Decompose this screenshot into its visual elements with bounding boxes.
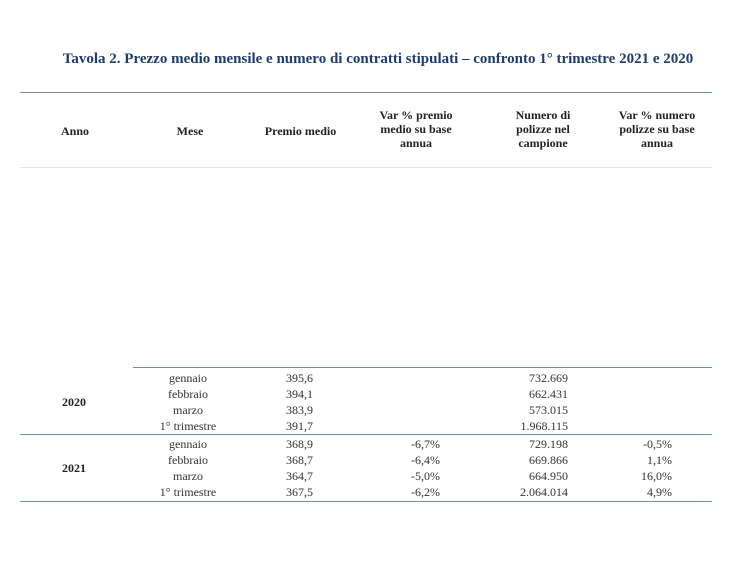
cell-var-numero: 4,9% [647, 485, 672, 499]
cell-var-premio: -6,7% [411, 437, 440, 451]
body-top-rule [133, 367, 712, 368]
header-mese: Mese [176, 124, 204, 138]
header-bottom-rule [20, 167, 712, 168]
cell-var-premio: -6,4% [411, 453, 440, 467]
cell-numero: 2.064.014 [520, 485, 568, 499]
cell-var-numero: 1,1% [647, 453, 672, 467]
cell-mese: febbraio [168, 387, 208, 401]
cell-premio: 383,9 [286, 403, 313, 417]
cell-mese: febbraio [168, 453, 208, 467]
cell-mese: 1° trimestre [159, 419, 217, 433]
cell-mese: gennaio [169, 371, 207, 385]
year-label: 2021 [62, 461, 86, 475]
group-separator-rule [20, 434, 712, 435]
cell-var-numero: -0,5% [643, 437, 672, 451]
cell-premio: 364,7 [286, 469, 313, 483]
year-label: 2020 [62, 395, 86, 409]
cell-mese: marzo [173, 469, 203, 483]
header-numero: Numero di polizze nel campione [515, 108, 571, 150]
cell-premio: 368,7 [286, 453, 313, 467]
cell-premio: 394,1 [286, 387, 313, 401]
table-title: Tavola 2. Prezzo medio mensile e numero di contratti stipulati – confronto 1° trimestre 2021 e 2020 [62, 51, 694, 67]
header-anno: Anno [60, 124, 89, 138]
cell-numero: 729.198 [529, 437, 568, 451]
cell-numero: 662.431 [529, 387, 568, 401]
cell-numero: 1.968.115 [520, 419, 568, 433]
cell-var-premio: -5,0% [411, 469, 440, 483]
table-bottom-rule [20, 501, 712, 502]
header-top-rule [20, 92, 712, 93]
header-var-numero: Var % numero polizze su base annua [618, 108, 696, 150]
header-premio: Premio medio [264, 124, 337, 138]
cell-mese: gennaio [169, 437, 207, 451]
cell-numero: 664.950 [529, 469, 568, 483]
cell-var-numero: 16,0% [641, 469, 672, 483]
header-var-premio: Var % premio medio su base annua [379, 108, 453, 150]
cell-premio: 367,5 [286, 485, 313, 499]
cell-premio: 391,7 [286, 419, 313, 433]
cell-numero: 669.866 [529, 453, 568, 467]
cell-var-premio: -6,2% [411, 485, 440, 499]
cell-mese: marzo [173, 403, 203, 417]
cell-premio: 368,9 [286, 437, 313, 451]
cell-mese: 1° trimestre [159, 485, 217, 499]
cell-numero: 732.669 [529, 371, 568, 385]
cell-premio: 395,6 [286, 371, 313, 385]
cell-numero: 573.015 [529, 403, 568, 417]
